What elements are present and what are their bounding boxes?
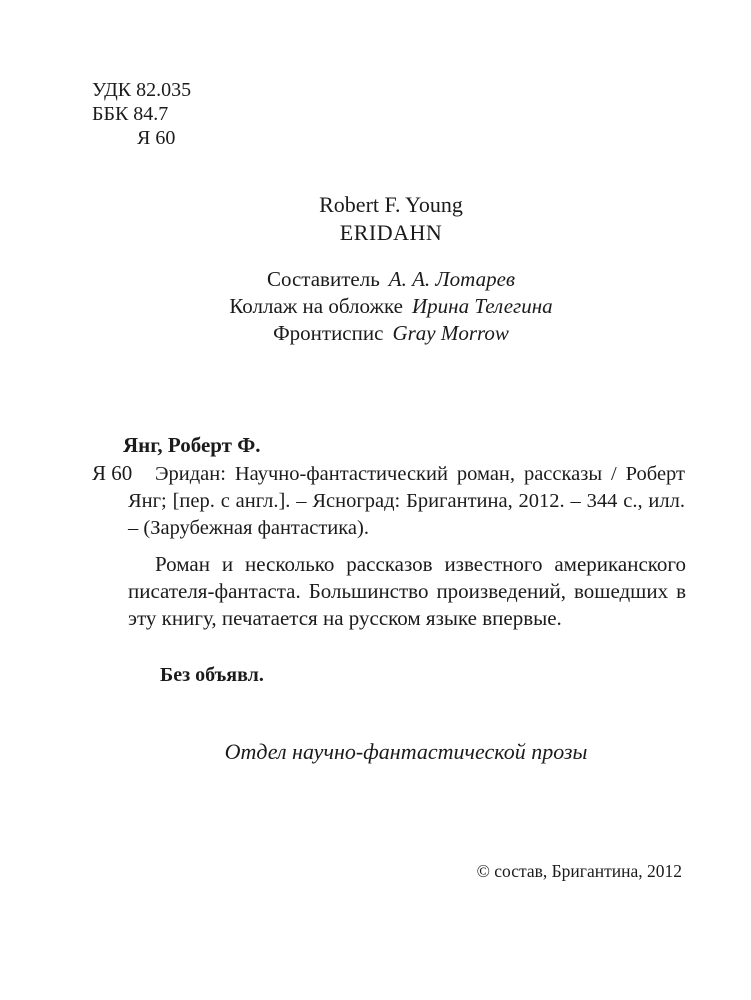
credit-name: А. А. Лотарев [388,267,516,291]
classification-block [92,78,191,150]
credit-name: Gray Morrow [392,321,509,345]
credit-label: Фронтиспис [273,321,384,345]
credit-line-frontispiece [31,320,751,347]
department-line: Отдел научно-фантастической прозы [224,739,588,764]
credit-line-compiler [31,266,751,293]
credit-label: Коллаж на обложке [229,294,403,318]
title-block [31,191,751,247]
bbk-code: ББК 84.7 [92,103,169,125]
udc-code: УДК 82.035 [92,79,192,101]
copyright-line: © состав, Бригантина, 2012 [476,861,682,881]
annotation-paragraph: Роман и несколько рассказов известного американского писателя-фантаста. Большинство произведений, вошедших в эту книгу, печатается на русском языке впервые. [128,552,686,630]
book-author: Robert F. Young [319,192,463,217]
credit-line-cover-collage [31,293,751,320]
credits-block [31,266,751,347]
no-announcement-note: Без объявл. [160,664,264,686]
author-sign: Я 60 [137,127,176,149]
credit-label: Составитель [266,267,380,291]
book-title: ERIDAHN [339,220,443,245]
catalog-card-heading: Янг, Роберт Ф. [123,433,261,457]
credit-name: Ирина Телегина [412,294,553,318]
catalog-card-index: Я 60 [92,461,133,485]
catalog-card-description: Эридан: Научно-фантастический роман, рассказы / Роберт Янг; [пер. с англ.]. – Ясноград: Бригантина, 2012. – 344 с., илл. – (Зарубежная фантастика). [128,463,685,539]
